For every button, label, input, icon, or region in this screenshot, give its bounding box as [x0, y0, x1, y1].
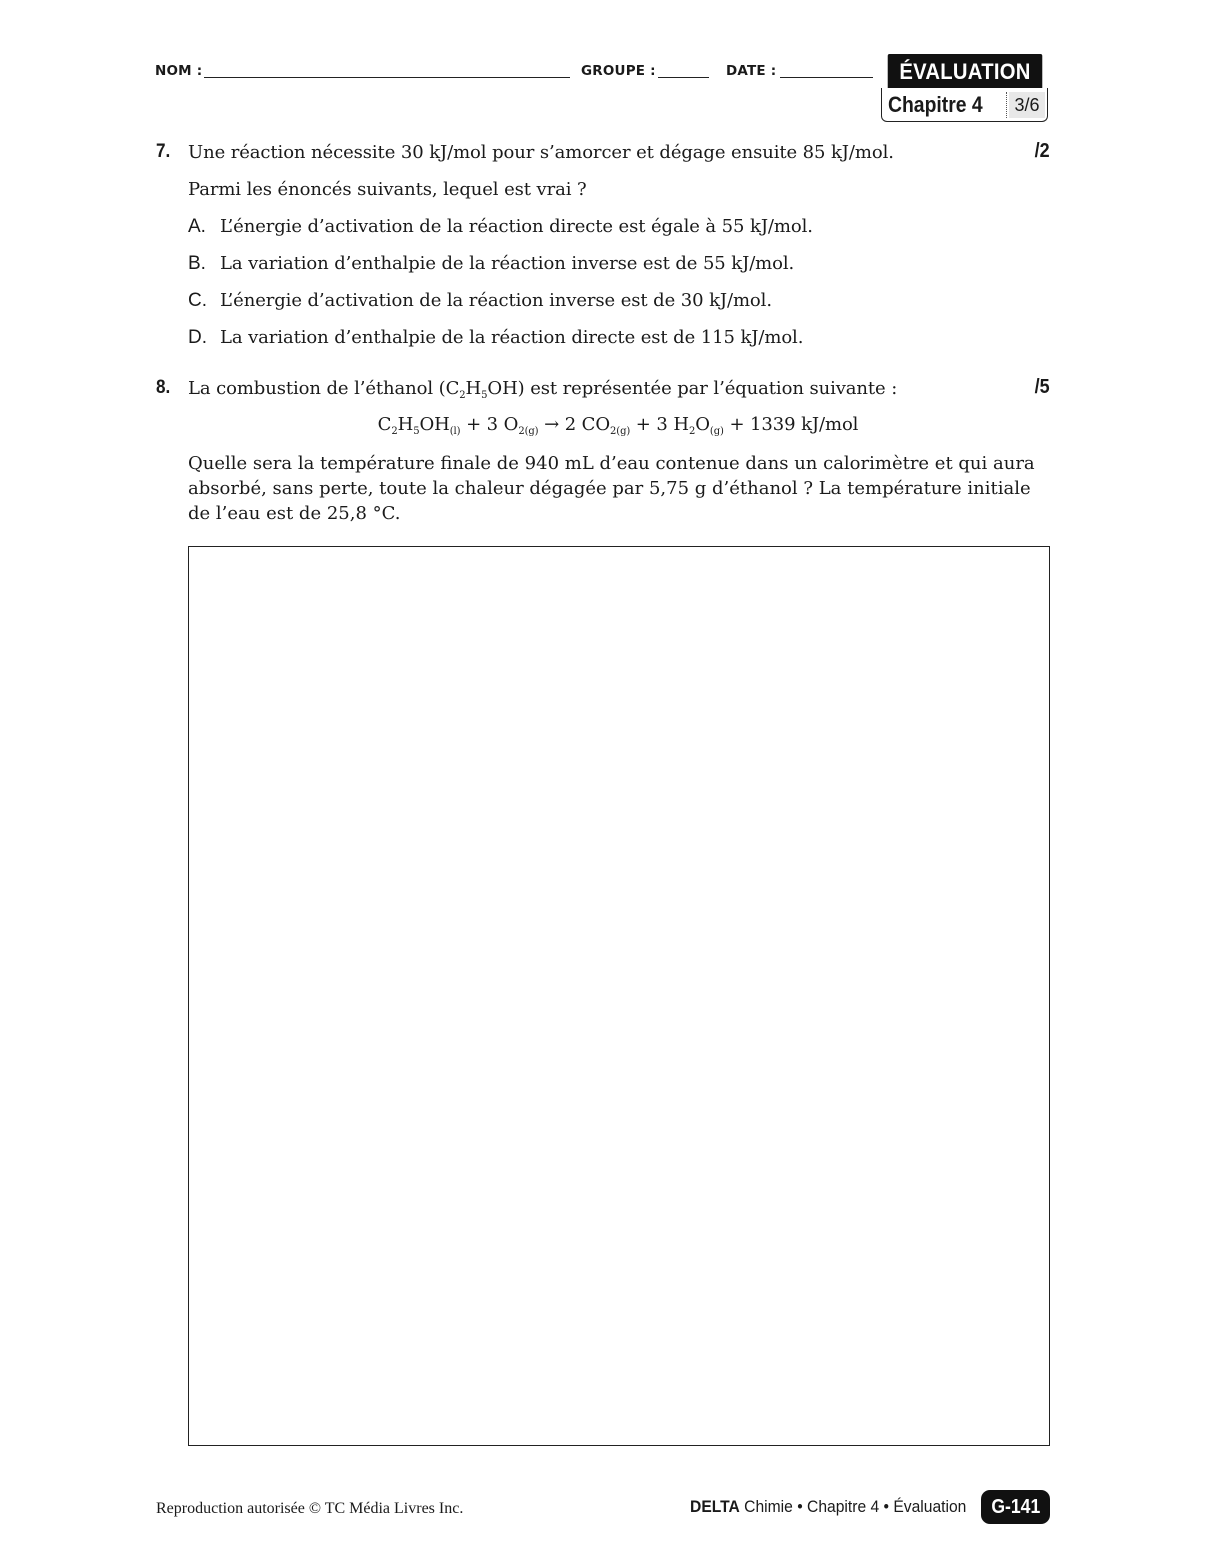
option-a-text[interactable]: L’énergie d’activation de la réaction directe est égale à 55 kJ/mol. — [220, 216, 813, 237]
copyright-notice: Reproduction autorisée © TC Média Livres Inc. — [156, 1500, 464, 1517]
option-a-letter[interactable]: A. — [188, 216, 206, 237]
series-title: DELTA Chimie • Chapitre 4 • Évaluation — [689, 1497, 966, 1516]
combustion-equation: $C_2H_5OH_{(l)} + 3$ $O_{2(g)} \to 2$ $CO_{2(g)} + 3$ $H_2O_{(g)} + 1339$ kJ/mol — [377, 414, 859, 437]
date-field[interactable] — [780, 77, 873, 78]
chapter-box — [881, 88, 1048, 122]
page-fraction: 3/6 — [1009, 92, 1045, 118]
question-7-prompt: Parmi les énoncés suivants, lequel est vrai ? — [188, 179, 587, 200]
question-7-number: 7. — [156, 141, 171, 162]
option-b-text[interactable]: La variation d’enthalpie de la réaction inverse est de 55 kJ/mol. — [220, 253, 795, 274]
option-b-letter[interactable]: B. — [188, 253, 206, 274]
question-7-stem: Une réaction nécessite 30 kJ/mol pour s’amorcer et dégage ensuite 85 kJ/mol. — [188, 142, 894, 163]
question-8-number: 8. — [156, 377, 171, 398]
option-d-text[interactable]: La variation d’enthalpie de la réaction directe est de 115 kJ/mol. — [220, 327, 804, 348]
option-c-text[interactable]: L’énergie d’activation de la réaction inverse est de 30 kJ/mol. — [220, 290, 772, 311]
date-label: DATE : — [726, 63, 777, 79]
question-7-points: /2 — [1034, 140, 1050, 162]
chapter-label: Chapitre 4 — [888, 92, 983, 117]
name-field[interactable] — [204, 77, 570, 78]
page-number-badge: G-141 — [981, 1490, 1050, 1524]
group-field[interactable] — [658, 77, 709, 78]
option-d-letter[interactable]: D. — [188, 327, 207, 348]
question-8-intro: La combustion de l’éthanol $(C_2H_5OH)$ est représentée par l’équation suivante : — [188, 378, 898, 401]
question-8-text: Quelle sera la température finale de 940 mL d’eau contenue dans un calorimètre et qui aura absorbé, sans perte, toute la chaleur dégagée par 5,75 g d’éthanol ? La température initiale de l’eau est de 25,8 °C. — [188, 453, 1035, 524]
chapter-divider — [1006, 92, 1007, 118]
evaluation-badge: ÉVALUATION — [888, 54, 1043, 88]
option-c-letter[interactable]: C. — [188, 290, 207, 311]
question-8-points: /5 — [1034, 376, 1050, 398]
group-label: GROUPE : — [581, 63, 656, 79]
answer-area[interactable] — [188, 546, 1050, 1446]
name-label: NOM : — [155, 63, 203, 79]
